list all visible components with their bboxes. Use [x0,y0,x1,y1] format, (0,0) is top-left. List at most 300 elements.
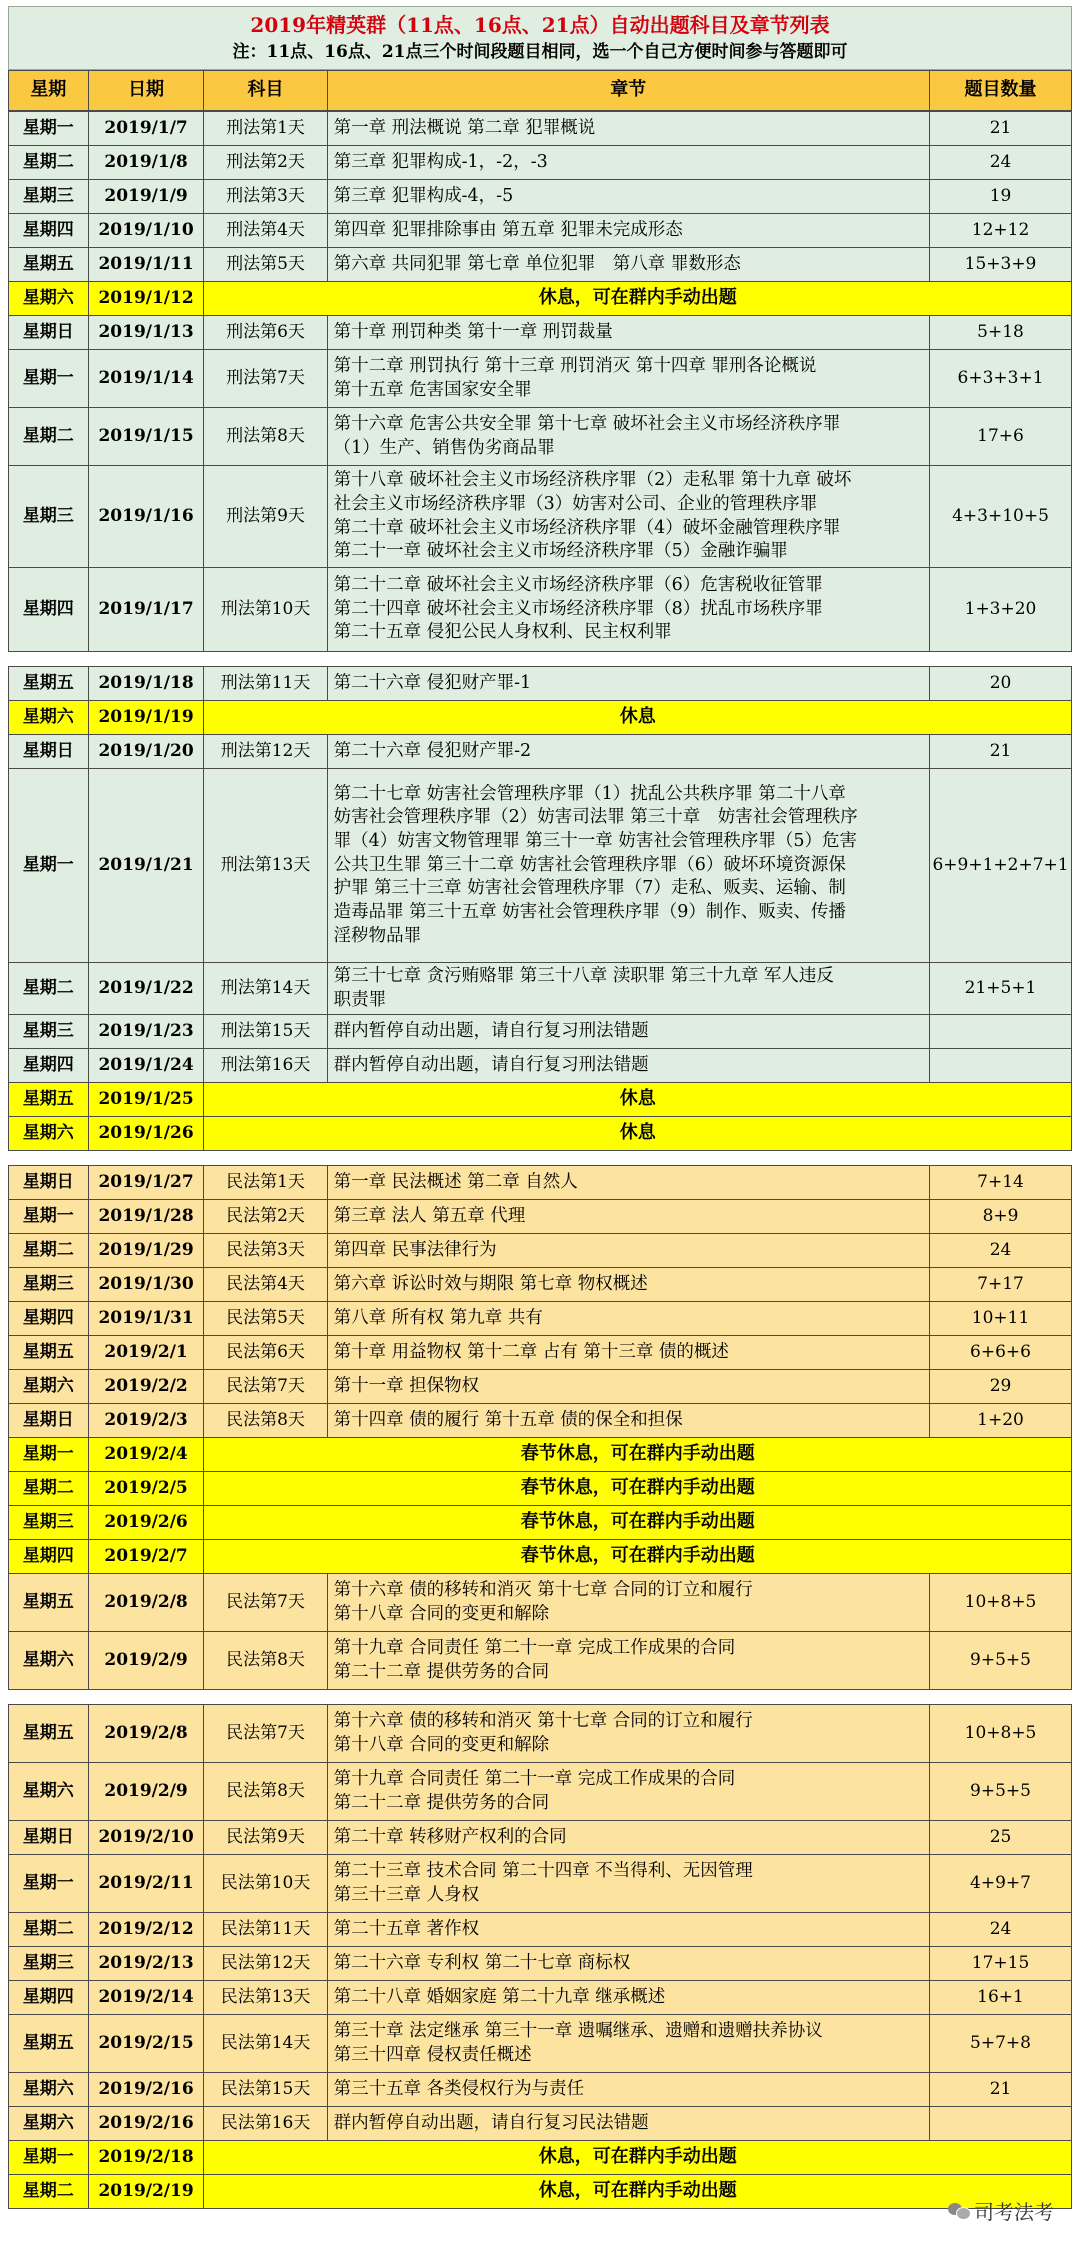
chapter-cell [327,1632,929,1690]
chapter-line: 第二十章 转移财产权利的合同 [333,1826,567,1847]
chapter-line: 第八章 所有权 第九章 共有 [333,1307,543,1328]
chapter-line: 公共卫生罪 第三十二章 妨害社会管理秩序罪（6）破坏环境资源保 [333,854,846,875]
chapter-line: 第三十七章 贪污贿赂罪 第三十八章 渎职罪 第三十九章 军人违反 [333,965,834,986]
rest-cell: 休息，可在群内手动出题 [204,282,1072,316]
table-row [9,1705,1072,1763]
column-header-row [9,71,1072,111]
chapter-line: 第二十二章 提供劳务的合同 [333,1661,550,1682]
question-count-cell [930,1049,1072,1083]
question-count-cell: 1+20 [930,1404,1072,1438]
col-header-day: 星期 [9,71,89,111]
question-count-cell: 9+5+5 [930,1763,1072,1821]
chapter-cell [327,667,929,701]
chapter-line: 第二十一章 破坏社会主义市场经济秩序罪（5）金融诈骗罪 [333,541,788,562]
date-cell: 2019/1/18 [88,667,204,701]
rest-cell: 休息 [204,1117,1072,1151]
chapter-line: 第十六章 债的移转和消灭 第十七章 合同的订立和履行 [333,1579,753,1600]
weekday-cell: 星期五 [9,2015,89,2073]
subject-cell: 民法第14天 [204,2015,327,2073]
section-gap [8,1151,1072,1165]
weekday-cell: 星期日 [9,316,89,350]
date-cell: 2019/1/7 [88,112,204,146]
chapter-line: 群内暂停自动出题，请自行复习民法错题 [333,2112,649,2133]
chapter-line: 社会主义市场经济秩序罪（3）妨害对公司、企业的管理秩序罪 [333,493,818,514]
chapter-cell [327,316,929,350]
subject-cell: 刑法第5天 [204,248,327,282]
date-cell: 2019/1/9 [88,180,204,214]
subject-cell: 民法第7天 [204,1705,327,1763]
date-cell: 2019/2/13 [88,1947,204,1981]
schedule-section-table [8,666,1072,1151]
rest-cell: 休息 [204,701,1072,735]
date-cell: 2019/1/27 [88,1166,204,1200]
table-row [9,1632,1072,1690]
question-count-cell: 1+3+20 [930,568,1072,652]
weekday-cell: 星期六 [9,282,89,316]
weekday-cell: 星期一 [9,350,89,408]
schedule-sections [8,111,1072,2209]
date-cell: 2019/1/30 [88,1268,204,1302]
chapter-line: 第四章 犯罪排除事由 第五章 犯罪未完成形态 [333,219,683,240]
chapter-line: 第十六章 债的移转和消灭 第十七章 合同的订立和履行 [333,1710,753,1731]
chapter-cell [327,2015,929,2073]
chapter-cell [327,1855,929,1913]
subject-cell: 民法第11天 [204,1913,327,1947]
weekday-cell: 星期四 [9,1540,89,1574]
section-gap [8,652,1072,666]
title-box [8,6,1072,70]
chapter-line: 第十二章 刑罚执行 第十三章 刑罚消灭 第十四章 罪刑各论概说 [333,355,817,376]
table-row [9,963,1072,1015]
question-count-cell: 21+5+1 [930,963,1072,1015]
date-cell: 2019/2/9 [88,1763,204,1821]
chapter-line: 第六章 共同犯罪 第七章 单位犯罪 第八章 罪数形态 [333,253,741,274]
chapter-line: 第二十六章 侵犯财产罪-2 [333,740,532,761]
rest-cell: 春节休息，可在群内手动出题 [204,1540,1072,1574]
weekday-cell: 星期五 [9,1574,89,1632]
subject-cell: 刑法第10天 [204,568,327,652]
table-row [9,1370,1072,1404]
chapter-line: 第二十二章 破坏社会主义市场经济秩序罪（6）危害税收征管罪 [333,575,823,596]
table-row [9,1268,1072,1302]
page-note: 注：11点、16点、21点三个时间段题目相同，选一个自己方便时间参与答题即可 [232,42,848,62]
chapter-line: 造毒品罪 第三十五章 妨害社会管理秩序罪（9）制作、贩卖、传播 [333,901,846,922]
rest-row [9,1540,1072,1574]
question-count-cell: 6+6+6 [930,1336,1072,1370]
chapter-line: 第三十三章 人身权 [333,1884,480,1905]
table-row [9,112,1072,146]
chapter-line: 淫秽物品罪 [333,925,422,946]
subject-cell: 民法第16天 [204,2107,327,2141]
chapter-line: 第十八章 破坏社会主义市场经济秩序罪（2）走私罪 第十九章 破坏 [333,470,852,491]
weekday-cell: 星期六 [9,701,89,735]
subject-cell: 民法第10天 [204,1855,327,1913]
weekday-cell: 星期三 [9,1015,89,1049]
subject-cell: 民法第4天 [204,1268,327,1302]
table-row [9,1234,1072,1268]
weekday-cell: 星期二 [9,1913,89,1947]
question-count-cell [930,1015,1072,1049]
table-row [9,1302,1072,1336]
chapter-cell [327,1302,929,1336]
date-cell: 2019/2/19 [88,2175,204,2209]
table-row [9,1855,1072,1913]
weekday-cell: 星期日 [9,1166,89,1200]
subject-cell: 刑法第12天 [204,735,327,769]
subject-cell: 刑法第7天 [204,350,327,408]
chapter-line: 第十一章 担保物权 [333,1375,480,1396]
question-count-cell: 25 [930,1821,1072,1855]
weekday-cell: 星期一 [9,769,89,963]
chapter-cell [327,735,929,769]
subject-cell: 刑法第13天 [204,769,327,963]
chapter-line: 第一章 刑法概说 第二章 犯罪概说 [333,117,596,138]
subject-cell: 民法第15天 [204,2073,327,2107]
date-cell: 2019/1/12 [88,282,204,316]
subject-cell: 民法第7天 [204,1574,327,1632]
chapter-line: 第二十二章 提供劳务的合同 [333,1792,550,1813]
weekday-cell: 星期二 [9,146,89,180]
date-cell: 2019/1/19 [88,701,204,735]
chapter-cell [327,2073,929,2107]
rest-cell: 春节休息，可在群内手动出题 [204,1438,1072,1472]
weekday-cell: 星期四 [9,1049,89,1083]
page-title: 2019年精英群（11点、16点、21点）自动出题科目及章节列表 [250,13,830,37]
rest-row [9,282,1072,316]
chapter-cell [327,1200,929,1234]
chapter-cell [327,1268,929,1302]
chapter-line: 群内暂停自动出题，请自行复习刑法错题 [333,1020,649,1041]
weekday-cell: 星期二 [9,2175,89,2209]
table-row [9,568,1072,652]
chapter-cell [327,1913,929,1947]
wechat-icon [948,2201,970,2221]
rest-cell: 休息，可在群内手动出题 [204,2175,1072,2209]
date-cell: 2019/2/5 [88,1472,204,1506]
table-row [9,735,1072,769]
chapter-line: 第十四章 债的履行 第十五章 债的保全和担保 [333,1409,683,1430]
weekday-cell: 星期二 [9,1472,89,1506]
date-cell: 2019/1/14 [88,350,204,408]
table-row [9,2107,1072,2141]
chapter-cell [327,1981,929,2015]
weekday-cell: 星期六 [9,1117,89,1151]
date-cell: 2019/1/26 [88,1117,204,1151]
chapter-cell [327,1234,929,1268]
col-header-chapter: 章节 [327,71,929,111]
date-cell: 2019/2/7 [88,1540,204,1574]
header-table [8,70,1072,111]
subject-cell: 民法第8天 [204,1763,327,1821]
table-row [9,214,1072,248]
question-count-cell: 6+3+3+1 [930,350,1072,408]
subject-cell: 民法第5天 [204,1302,327,1336]
chapter-cell [327,963,929,1015]
weekday-cell: 星期五 [9,1336,89,1370]
subject-cell: 民法第8天 [204,1632,327,1690]
chapter-line: 护罪 第三十三章 妨害社会管理秩序罪（7）走私、贩卖、运输、制 [333,878,846,899]
date-cell: 2019/2/3 [88,1404,204,1438]
subject-cell: 刑法第3天 [204,180,327,214]
chapter-line: 第二十八章 婚姻家庭 第二十九章 继承概述 [333,1986,666,2007]
subject-cell: 刑法第16天 [204,1049,327,1083]
date-cell: 2019/1/17 [88,568,204,652]
question-count-cell: 29 [930,1370,1072,1404]
date-cell: 2019/2/6 [88,1506,204,1540]
date-cell: 2019/2/14 [88,1981,204,2015]
date-cell: 2019/2/11 [88,1855,204,1913]
subject-cell: 刑法第9天 [204,466,327,568]
chapter-cell [327,248,929,282]
question-count-cell: 7+14 [930,1166,1072,1200]
chapter-line: 第一章 民法概述 第二章 自然人 [333,1171,578,1192]
weekday-cell: 星期四 [9,1302,89,1336]
chapter-line: 第二十六章 专利权 第二十七章 商标权 [333,1952,631,1973]
chapter-line: 群内暂停自动出题，请自行复习刑法错题 [333,1054,649,1075]
question-count-cell: 9+5+5 [930,1632,1072,1690]
chapter-line: 第十六章 危害公共安全罪 第十七章 破坏社会主义市场经济秩序罪 [333,413,841,434]
table-row [9,1947,1072,1981]
subject-cell: 刑法第1天 [204,112,327,146]
date-cell: 2019/1/23 [88,1015,204,1049]
date-cell: 2019/2/2 [88,1370,204,1404]
rest-row [9,2175,1072,2209]
date-cell: 2019/2/8 [88,1705,204,1763]
question-count-cell: 19 [930,180,1072,214]
weekday-cell: 星期二 [9,1234,89,1268]
rest-row [9,1117,1072,1151]
subject-cell: 刑法第15天 [204,1015,327,1049]
subject-cell: 民法第1天 [204,1166,327,1200]
table-row [9,408,1072,466]
question-count-cell: 15+3+9 [930,248,1072,282]
date-cell: 2019/1/15 [88,408,204,466]
table-row [9,316,1072,350]
rest-row [9,2141,1072,2175]
weekday-cell: 星期六 [9,2107,89,2141]
rest-cell: 春节休息，可在群内手动出题 [204,1506,1072,1540]
weekday-cell: 星期六 [9,2073,89,2107]
chapter-line: 第六章 诉讼时效与期限 第七章 物权概述 [333,1273,648,1294]
chapter-line: 第三十五章 各类侵权行为与责任 [333,2078,585,2099]
weekday-cell: 星期五 [9,667,89,701]
weekday-cell: 星期三 [9,1947,89,1981]
chapter-line: 第十八章 合同的变更和解除 [333,1603,550,1624]
subject-cell: 刑法第11天 [204,667,327,701]
subject-cell: 刑法第4天 [204,214,327,248]
date-cell: 2019/1/29 [88,1234,204,1268]
question-count-cell: 10+8+5 [930,1574,1072,1632]
subject-cell: 刑法第14天 [204,963,327,1015]
date-cell: 2019/1/25 [88,1083,204,1117]
chapter-line: 第二十五章 著作权 [333,1918,480,1939]
weekday-cell: 星期六 [9,1632,89,1690]
question-count-cell: 21 [930,735,1072,769]
table-row [9,146,1072,180]
table-row [9,1166,1072,1200]
question-count-cell: 4+3+10+5 [930,466,1072,568]
question-count-cell: 6+9+1+2+7+1 [930,769,1072,963]
subject-cell: 民法第13天 [204,1981,327,2015]
chapter-cell [327,2107,929,2141]
chapter-cell [327,1049,929,1083]
date-cell: 2019/1/22 [88,963,204,1015]
date-cell: 2019/2/16 [88,2107,204,2141]
weekday-cell: 星期日 [9,1821,89,1855]
weekday-cell: 星期三 [9,466,89,568]
table-row [9,466,1072,568]
subject-cell: 民法第2天 [204,1200,327,1234]
table-row [9,1200,1072,1234]
chapter-cell [327,1015,929,1049]
chapter-cell [327,1763,929,1821]
subject-cell: 民法第6天 [204,1336,327,1370]
weekday-cell: 星期六 [9,1370,89,1404]
chapter-line: 第十章 刑罚种类 第十一章 刑罚裁量 [333,321,613,342]
col-header-date: 日期 [88,71,204,111]
rest-row [9,1506,1072,1540]
chapter-cell [327,1705,929,1763]
chapter-line: 第四章 民事法律行为 [333,1239,497,1260]
weekday-cell: 星期五 [9,248,89,282]
col-header-count: 题目数量 [930,71,1072,111]
table-row [9,1404,1072,1438]
question-count-cell: 17+15 [930,1947,1072,1981]
chapter-cell [327,769,929,963]
weekday-cell: 星期一 [9,1438,89,1472]
weekday-cell: 星期一 [9,112,89,146]
chapter-line: 第二十五章 侵犯公民人身权利、民主权利罪 [333,622,672,643]
schedule-page [8,6,1072,2209]
schedule-section-table [8,1704,1072,2209]
question-count-cell: 20 [930,667,1072,701]
table-row [9,1015,1072,1049]
chapter-line: 罪（4）妨害文物管理罪 第三十一章 妨害社会管理秩序罪（5）危害 [333,831,857,852]
subject-cell: 民法第3天 [204,1234,327,1268]
weekday-cell: 星期五 [9,1705,89,1763]
chapter-cell [327,180,929,214]
weekday-cell: 星期日 [9,735,89,769]
table-row [9,1821,1072,1855]
weekday-cell: 星期三 [9,1268,89,1302]
table-row [9,1763,1072,1821]
rest-cell: 休息，可在群内手动出题 [204,2141,1072,2175]
question-count-cell: 5+7+8 [930,2015,1072,2073]
question-count-cell: 8+9 [930,1200,1072,1234]
question-count-cell: 16+1 [930,1981,1072,2015]
chapter-cell [327,1574,929,1632]
chapter-line: （1）生产、销售伪劣商品罪 [333,437,555,458]
weekday-cell: 星期日 [9,1404,89,1438]
date-cell: 2019/2/12 [88,1913,204,1947]
weekday-cell: 星期四 [9,214,89,248]
chapter-line: 第十五章 危害国家安全罪 [333,379,532,400]
subject-cell: 民法第9天 [204,1821,327,1855]
rest-row [9,701,1072,735]
question-count-cell: 12+12 [930,214,1072,248]
table-row [9,769,1072,963]
rest-cell: 休息 [204,1083,1072,1117]
date-cell: 2019/1/13 [88,316,204,350]
subject-cell: 刑法第6天 [204,316,327,350]
weekday-cell: 星期一 [9,1855,89,1913]
date-cell: 2019/1/31 [88,1302,204,1336]
subject-cell: 民法第8天 [204,1404,327,1438]
weekday-cell: 星期一 [9,2141,89,2175]
weekday-cell: 星期四 [9,568,89,652]
question-count-cell: 24 [930,146,1072,180]
chapter-cell [327,146,929,180]
chapter-cell [327,1166,929,1200]
weekday-cell: 星期四 [9,1981,89,2015]
subject-cell: 刑法第8天 [204,408,327,466]
watermark [948,2196,1054,2225]
chapter-cell [327,350,929,408]
date-cell: 2019/1/16 [88,466,204,568]
table-row [9,180,1072,214]
chapter-line: 第二十三章 技术合同 第二十四章 不当得利、无因管理 [333,1860,753,1881]
weekday-cell: 星期二 [9,963,89,1015]
table-row [9,1574,1072,1632]
table-row [9,1049,1072,1083]
question-count-cell: 21 [930,112,1072,146]
question-count-cell: 21 [930,2073,1072,2107]
chapter-line: 第十九章 合同责任 第二十一章 完成工作成果的合同 [333,1637,736,1658]
col-header-subject: 科目 [204,71,327,111]
chapter-line: 第十九章 合同责任 第二十一章 完成工作成果的合同 [333,1768,736,1789]
rest-row [9,1083,1072,1117]
question-count-cell: 24 [930,1913,1072,1947]
subject-cell: 刑法第2天 [204,146,327,180]
chapter-line: 第三章 犯罪构成-4，-5 [333,185,514,206]
question-count-cell [930,2107,1072,2141]
question-count-cell: 10+11 [930,1302,1072,1336]
weekday-cell: 星期三 [9,180,89,214]
watermark-text: 司考法考 [974,2200,1054,2224]
date-cell: 2019/1/10 [88,214,204,248]
table-row [9,2073,1072,2107]
table-row [9,1981,1072,2015]
date-cell: 2019/1/28 [88,1200,204,1234]
chapter-cell [327,1336,929,1370]
rest-row [9,1438,1072,1472]
weekday-cell: 星期六 [9,1763,89,1821]
date-cell: 2019/2/4 [88,1438,204,1472]
table-row [9,667,1072,701]
chapter-line: 第三十四章 侵权责任概述 [333,2044,532,2065]
date-cell: 2019/1/24 [88,1049,204,1083]
table-row [9,1336,1072,1370]
chapter-line: 第十八章 合同的变更和解除 [333,1734,550,1755]
question-count-cell: 5+18 [930,316,1072,350]
date-cell: 2019/2/1 [88,1336,204,1370]
schedule-section-table [8,1165,1072,1690]
chapter-line: 第二十四章 破坏社会主义市场经济秩序罪（8）扰乱市场秩序罪 [333,598,823,619]
weekday-cell: 星期五 [9,1083,89,1117]
question-count-cell: 4+9+7 [930,1855,1072,1913]
weekday-cell: 星期三 [9,1506,89,1540]
date-cell: 2019/1/20 [88,735,204,769]
date-cell: 2019/2/8 [88,1574,204,1632]
chapter-cell [327,1404,929,1438]
chapter-cell [327,408,929,466]
table-row [9,2015,1072,2073]
subject-cell: 民法第12天 [204,1947,327,1981]
chapter-line: 第十章 用益物权 第十二章 占有 第十三章 债的概述 [333,1341,729,1362]
chapter-cell [327,214,929,248]
chapter-line: 妨害社会管理秩序罪（2）妨害司法罪 第三十章 妨害社会管理秩序 [333,807,858,828]
date-cell: 2019/1/11 [88,248,204,282]
